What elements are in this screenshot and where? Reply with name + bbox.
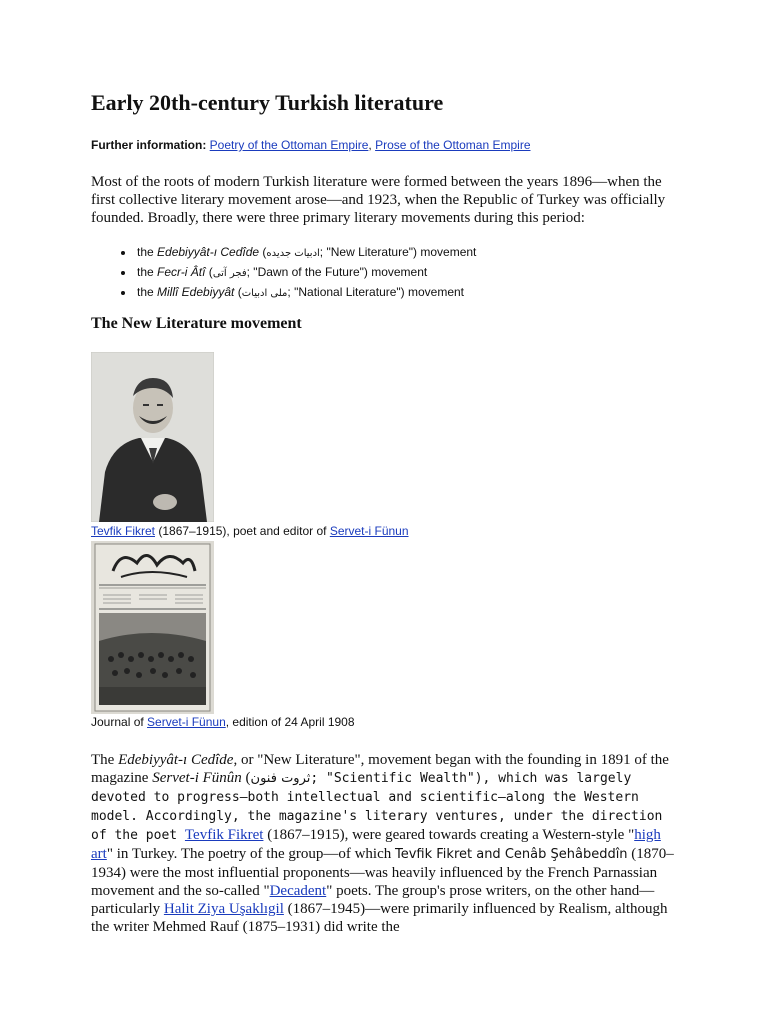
link-prose-ottoman[interactable]: Prose of the Ottoman Empire [375,138,531,152]
journal-illustration [91,541,214,714]
item-paren: ( [259,245,267,259]
item-prefix: the [137,285,158,299]
text-run: " poets. The group's prose writers, on the other hand—particularly [91,883,655,917]
text-run: , or "New Literature", movement began with the founding in 1891 of the magazine [91,752,669,786]
section-heading: The New Literature movement [91,315,302,332]
text-run: (1867–1915), were geared towards creating a Western-style " [263,827,635,843]
text-run: The [91,752,119,768]
item-prefix: the [137,245,158,259]
arabic-script: ثروت فنون [250,771,311,786]
link-tevfik-fikret[interactable]: Tevfik Fikret [91,524,156,538]
item-prefix: the [137,265,158,279]
portrait-caption [91,524,409,538]
page-title: Early 20th-century Turkish literature [91,90,444,115]
arabic-script: فجر آتی [212,268,247,279]
body-paragraph [91,751,681,936]
link-high-art[interactable]: high art [91,827,661,862]
list-item [135,263,476,283]
item-paren: ( [234,285,242,299]
text-run: ; "Scientific Wealth"), which was largely devoted to progress—both intellectual and scientific—along the Western model. Accordingly, the magazine's literary ventures, under the direction of the poet [91,771,663,843]
list-item [135,243,476,263]
item-gloss: ; "New Literature") movement [319,245,477,259]
item-gloss: ; "National Literature") movement [287,285,465,299]
further-sep: , [368,138,376,152]
link-poetry-ottoman[interactable]: Poetry of the Ottoman Empire [209,138,369,152]
movement-name: Fecr-i Âtî [157,265,206,279]
list-item [135,283,476,303]
further-information [91,138,531,152]
link-tevfik-fikret-body[interactable]: Tevfik Fikret [184,827,264,843]
further-label: Further information: [91,138,207,152]
link-servet-i-funun[interactable]: Servet-i Fünun [329,524,409,538]
arabic-script: ملی ادبيات [241,288,288,299]
poet-names: Tevfik Fikret and Cenâb Şehâbeddîn [395,847,628,862]
movement-name: Millî Edebiyyât [157,285,235,299]
italic-term: Edebiyyât-ı Cedîde [118,752,234,768]
intro-paragraph: Most of the roots of modern Turkish literature were formed between the years 1896—when the first collective literary movement arose—and 1923, when the Republic of Turkey was officially founded. Broadly, there were three primary literary movements during this period: [91,174,666,226]
journal-photo[interactable] [91,541,214,714]
link-decadent[interactable]: Decadent [269,883,327,899]
movement-name: Edebiyyât-ı Cedîde [157,245,260,259]
journal-caption [91,715,355,729]
italic-term: Servet-i Fünûn [152,770,242,786]
arabic-script: ادبيات جديده [266,248,320,259]
movement-list [91,243,476,303]
text-run: " in Turkey. The poetry of the group—of which [106,846,395,862]
item-paren: ( [205,265,213,279]
text-run: (1870–1934) were the most influential proponents—was heavily influenced by the French Parnassian movement and the so-called " [91,846,674,899]
link-servet-i-funun-2[interactable]: Servet-i Fünun [147,715,226,729]
portrait-photo[interactable] [91,352,214,522]
caption-text: (1867–1915), poet and editor of [155,524,330,538]
link-halit-ziya[interactable]: Halit Ziya Uşaklıgil [163,901,284,917]
portrait-illustration [91,352,214,522]
text-run: ( [241,770,251,786]
caption-text: , edition of 24 April 1908 [225,715,355,729]
item-gloss: ; "Dawn of the Future") movement [246,265,428,279]
caption-text: Journal of [91,715,148,729]
text-run: (1867–1945)—were primarily influenced by Realism, although the writer Mehmed Rauf (1875–1931) did write the [91,901,668,935]
